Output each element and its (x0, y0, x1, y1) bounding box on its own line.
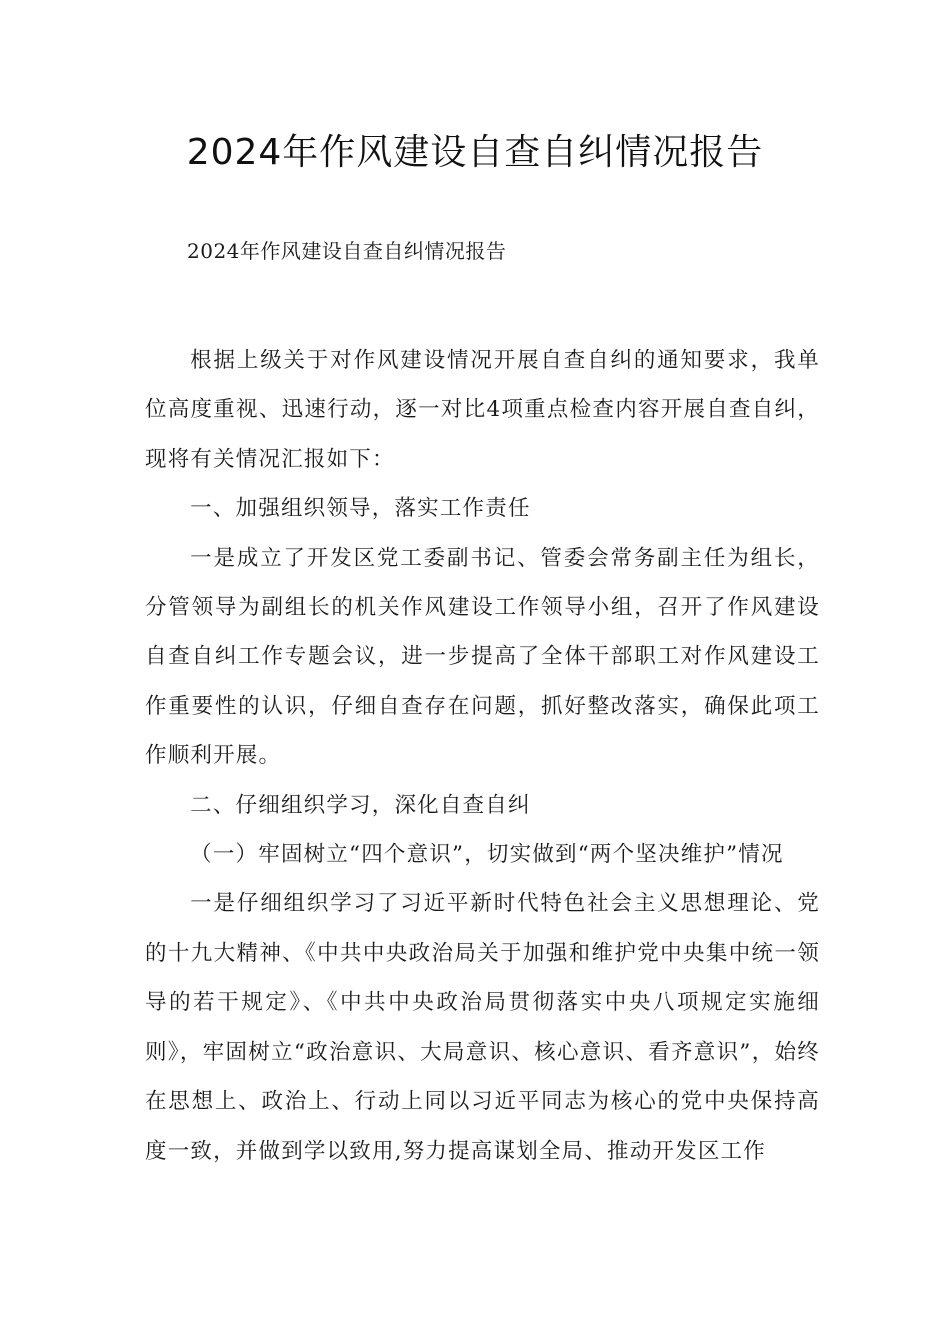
document-body (145, 336, 820, 1176)
document-subtitle: 2024年作风建设自查自纠情况报告 (187, 239, 507, 263)
document-title: 2024年作风建设自查自纠情况报告 (186, 132, 764, 173)
paragraph-section-1: 一是成立了开发区党工委副书记、管委会常务副主任为组长，分管领导为副组长的机关作风建设工作领导小组，召开了作风建设自查自纠工作专题会议，进一步提高了全体干部职工对作风建设工作重要性的认识，仔细自查存在问题，抓好整改落实，确保此项工作顺利开展。 (145, 545, 820, 769)
paragraph-intro: 根据上级关于对作风建设情况开展自查自纠的通知要求，我单位高度重视、迅速行动，逐一对比4项重点检查内容开展自查自纠，现将有关情况汇报如下： (145, 348, 820, 472)
section-heading-2: 二、仔细组织学习，深化自查自纠 (190, 792, 531, 818)
section-heading-1: 一、加强组织领导，落实工作责任 (190, 496, 531, 522)
paragraph-subsection-1: 一是仔细组织学习了习近平新时代特色社会主义思想理论、党的十九大精神、《中共中央政治局关于加强和维护党中央集中统一领导的若干规定》、《中共中央政治局贯彻落实中央八项规定实施细则》，牢固树立“政治意识、大局意识、核心意识、看齐意识”，始终在思想上、政治上、行动上同以习近平同志为核心的党中央保持高度一致，并做到学以致用,努力提高谋划全局、推动开发区工作 (145, 891, 820, 1164)
subsection-heading-1: （一）牢固树立“四个意识”，切实做到“两个坚决维护”情况 (190, 842, 784, 868)
